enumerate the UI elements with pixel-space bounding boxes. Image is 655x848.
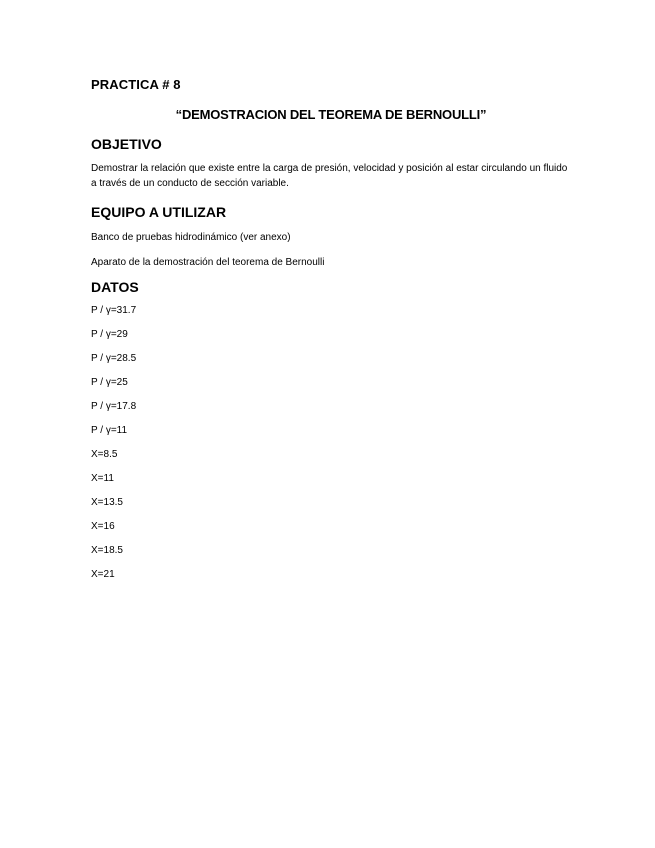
document-title: “DEMOSTRACION DEL TEOREMA DE BERNOULLI”	[175, 107, 487, 122]
data-item-position-4: X=16	[91, 521, 115, 532]
data-item-pressure-head-6: P / γ=11	[91, 425, 128, 436]
data-list	[91, 304, 571, 582]
data-item-position-5: X=18.5	[91, 545, 123, 556]
objective-text: Demostrar la relación que existe entre la carga de presión, velocidad y posición al estar circulando un fluido a través de un conducto de sección variable.	[91, 163, 568, 189]
data-item-pressure-head-5: P / γ=17.8	[91, 401, 137, 412]
data-item-position-3: X=13.5	[91, 497, 123, 508]
data-item-position-2: X=11	[91, 473, 114, 484]
equipment-item: Banco de pruebas hidrodinámico (ver anexo)	[91, 232, 291, 243]
objective-heading: OBJETIVO	[91, 136, 162, 152]
data-item-pressure-head-4: P / γ=25	[91, 377, 128, 388]
document-content	[91, 76, 571, 592]
data-heading: DATOS	[91, 279, 139, 295]
equipment-item: Aparato de la demostración del teorema de Bernoulli	[91, 257, 325, 268]
data-item-pressure-head-2: P / γ=29	[91, 329, 128, 340]
data-item-position-6: X=21	[91, 569, 115, 580]
equipment-heading: EQUIPO A UTILIZAR	[91, 204, 227, 220]
practice-label: PRACTICA # 8	[91, 77, 181, 92]
data-item-pressure-head-1: P / γ=31.7	[91, 305, 137, 316]
data-item-position-1: X=8.5	[91, 449, 118, 460]
data-item-pressure-head-3: P / γ=28.5	[91, 353, 137, 364]
